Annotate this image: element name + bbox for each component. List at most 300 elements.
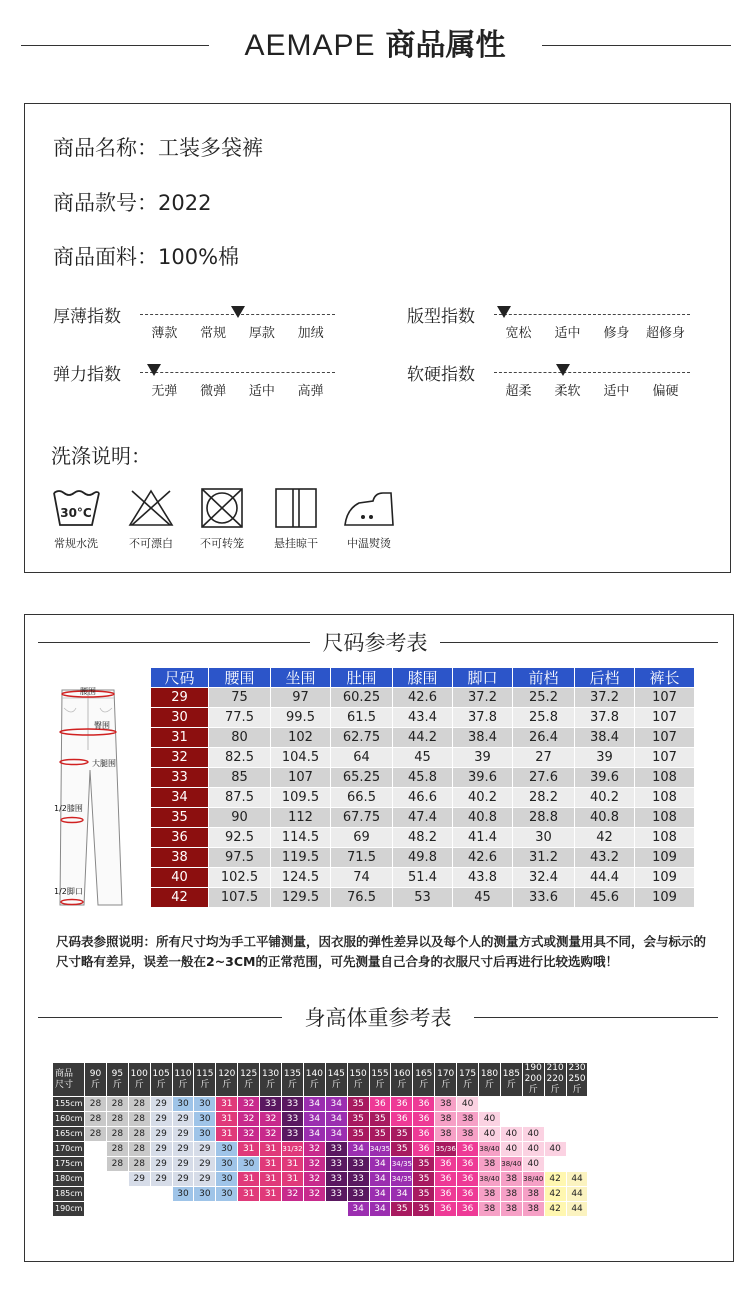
- scale-option: 超柔: [505, 384, 532, 399]
- hw-size-cell: 38: [500, 1202, 522, 1217]
- hw-size-cell: 28: [85, 1112, 107, 1127]
- hw-size-cell: 29: [150, 1127, 172, 1142]
- size-header-cell: 肚围: [331, 668, 393, 688]
- hw-size-cell: 34: [347, 1142, 369, 1157]
- size-chart-note: 尺码表参照说明：所有尺寸均为手工平铺测量，因衣服的弹性差异以及每个人的测量方式或测量用具不同，会与标示的尺寸略有差异，误差一般在2~3CM的正常范围，可先测量自己合身的衣服尺寸后再进行比较选购哦！: [56, 934, 707, 969]
- hw-size-cell: 34: [369, 1202, 391, 1217]
- product-name-label: 商品名称：: [53, 136, 158, 160]
- size-value-cell: 31.2: [513, 848, 575, 868]
- hw-size-cell: 29: [194, 1172, 216, 1187]
- hw-size-cell: [566, 1142, 588, 1157]
- hw-size-cell: 29: [128, 1172, 150, 1187]
- size-value-cell: 38.4: [575, 728, 635, 748]
- hw-height-cell: 180cm: [53, 1172, 85, 1187]
- hw-size-cell: 31: [238, 1172, 260, 1187]
- hw-size-cell: 29: [172, 1142, 194, 1157]
- hw-size-cell: 29: [194, 1142, 216, 1157]
- size-value-cell: 109: [635, 888, 695, 908]
- hw-size-cell: 33: [282, 1127, 304, 1142]
- wash-caption-no-bleach: 不可漂白: [129, 537, 173, 550]
- table-row: [151, 768, 695, 788]
- hw-size-cell: 32: [238, 1112, 260, 1127]
- size-value-cell: 28.2: [513, 788, 575, 808]
- hw-size-cell: 30: [238, 1157, 260, 1172]
- hw-size-cell: 35: [369, 1127, 391, 1142]
- wash-caption-no-tumble: 不可转笼: [200, 537, 244, 550]
- scale-option: 无弹: [151, 384, 178, 399]
- size-value-cell: 37.2: [453, 688, 513, 708]
- size-value-cell: 45.6: [575, 888, 635, 908]
- hw-size-cell: 33: [260, 1097, 282, 1112]
- scale-line: [494, 372, 690, 373]
- fit-index-label: 版型指数: [407, 307, 475, 327]
- product-style-row: [53, 189, 211, 217]
- table-row: [151, 888, 695, 908]
- hw-size-cell: 36: [457, 1142, 479, 1157]
- hw-size-cell: 28: [128, 1157, 150, 1172]
- hw-size-cell: [325, 1202, 347, 1217]
- hw-weight-header: 90 斤: [85, 1063, 107, 1097]
- scale-option: 厚款: [248, 326, 275, 341]
- hw-size-cell: 35/36: [435, 1142, 457, 1157]
- size-value-cell: 38.4: [453, 728, 513, 748]
- hw-size-cell: [500, 1097, 522, 1112]
- hw-size-cell: 38/40: [522, 1172, 544, 1187]
- hw-size-cell: 28: [106, 1127, 128, 1142]
- hw-size-cell: [128, 1202, 150, 1217]
- hw-size-cell: 34: [369, 1187, 391, 1202]
- hw-size-cell: [522, 1112, 544, 1127]
- hw-size-cell: 40: [500, 1127, 522, 1142]
- hw-size-cell: 33: [282, 1112, 304, 1127]
- hw-weight-header: 175 斤: [457, 1063, 479, 1097]
- hw-size-cell: 36: [369, 1097, 391, 1112]
- hw-size-cell: 38: [435, 1127, 457, 1142]
- hw-size-cell: 29: [150, 1097, 172, 1112]
- scale-option: 柔软: [554, 384, 581, 399]
- size-value-cell: 109: [635, 868, 695, 888]
- hw-size-cell: [544, 1127, 566, 1142]
- hw-size-cell: 36: [435, 1202, 457, 1217]
- hw-size-cell: [85, 1142, 107, 1157]
- hw-weight-header: 140 斤: [303, 1063, 325, 1097]
- size-value-cell: 71.5: [331, 848, 393, 868]
- hw-size-cell: 34: [303, 1127, 325, 1142]
- hw-size-cell: [479, 1097, 501, 1112]
- size-value-cell: 37.8: [575, 708, 635, 728]
- size-value-cell: 107: [635, 748, 695, 768]
- hw-size-cell: [544, 1097, 566, 1112]
- hw-height-cell: 170cm: [53, 1142, 85, 1157]
- hw-size-cell: 44: [566, 1172, 588, 1187]
- product-name-value: 工装多袋裤: [158, 136, 263, 160]
- size-value-cell: 42.6: [393, 688, 453, 708]
- size-label-cell: 38: [151, 848, 209, 868]
- hw-size-cell: [172, 1202, 194, 1217]
- hw-size-cell: 42: [544, 1187, 566, 1202]
- hw-size-cell: [194, 1202, 216, 1217]
- hw-size-cell: 36: [413, 1112, 435, 1127]
- hw-weight-header: 210 220斤: [544, 1063, 566, 1097]
- hw-size-cell: 38/40: [479, 1142, 501, 1157]
- wash-instructions-title: 洗涤说明：: [51, 444, 151, 468]
- wash-caption-iron: 中温熨烫: [347, 537, 391, 550]
- hw-size-cell: 32: [238, 1097, 260, 1112]
- hw-weight-header: 180 斤: [479, 1063, 501, 1097]
- iron-medium-icon: [341, 487, 397, 529]
- size-value-cell: 107: [635, 728, 695, 748]
- hw-size-cell: 38: [435, 1097, 457, 1112]
- product-fabric-label: 商品面料：: [53, 245, 158, 269]
- size-value-cell: 37.2: [575, 688, 635, 708]
- wash-item-no-tumble: [182, 487, 262, 551]
- hw-weight-header: 185 斤: [500, 1063, 522, 1097]
- hw-size-cell: 38: [457, 1127, 479, 1142]
- hw-size-cell: 31/32: [282, 1142, 304, 1157]
- hw-size-cell: 32: [238, 1127, 260, 1142]
- hw-height-cell: 165cm: [53, 1127, 85, 1142]
- size-value-cell: 119.5: [271, 848, 331, 868]
- hw-size-cell: 34: [369, 1157, 391, 1172]
- softness-index-label: 软硬指数: [407, 365, 475, 385]
- size-value-cell: 30: [513, 828, 575, 848]
- hw-size-cell: 34: [347, 1202, 369, 1217]
- table-row: [53, 1142, 588, 1157]
- size-chart-title: 尺码参考表: [310, 629, 440, 657]
- size-header-cell: 腰围: [209, 668, 271, 688]
- hw-size-cell: 40: [544, 1142, 566, 1157]
- size-value-cell: 25.2: [513, 688, 575, 708]
- hw-size-cell: 34/35: [391, 1157, 413, 1172]
- hw-size-cell: 31: [260, 1142, 282, 1157]
- hw-height-cell: 190cm: [53, 1202, 85, 1217]
- hw-size-cell: 38: [500, 1187, 522, 1202]
- hw-size-cell: [85, 1157, 107, 1172]
- pants-measurement-diagram: [52, 680, 132, 912]
- size-label-cell: 31: [151, 728, 209, 748]
- hw-size-cell: 30: [172, 1187, 194, 1202]
- brand-name: AEMAPE: [244, 29, 376, 62]
- wash-caption-hang-dry: 悬挂晾干: [274, 537, 318, 550]
- hw-size-cell: 36: [413, 1097, 435, 1112]
- hw-size-cell: 34: [325, 1127, 347, 1142]
- size-value-cell: 42.6: [453, 848, 513, 868]
- size-value-cell: 43.8: [453, 868, 513, 888]
- scale-option: 适中: [554, 326, 581, 341]
- size-value-cell: 46.6: [393, 788, 453, 808]
- diagram-label-hip: 臀围: [94, 721, 110, 730]
- scale-option: 常规: [200, 326, 227, 341]
- size-value-cell: 39: [575, 748, 635, 768]
- hw-size-cell: 36: [413, 1127, 435, 1142]
- hw-header-row: [53, 1063, 588, 1097]
- hw-size-cell: 38/40: [500, 1157, 522, 1172]
- hw-size-cell: [106, 1202, 128, 1217]
- table-row: [151, 748, 695, 768]
- size-value-cell: 39.6: [453, 768, 513, 788]
- hw-size-cell: [85, 1187, 107, 1202]
- hw-weight-header: 165 斤: [413, 1063, 435, 1097]
- table-row: [53, 1157, 588, 1172]
- hw-size-cell: 38: [435, 1112, 457, 1127]
- size-value-cell: 90: [209, 808, 271, 828]
- size-label-cell: 29: [151, 688, 209, 708]
- hw-size-cell: 34: [391, 1187, 413, 1202]
- hw-size-cell: 33: [347, 1157, 369, 1172]
- product-fabric-value: 100%棉: [158, 245, 240, 269]
- hw-size-cell: 31: [216, 1112, 238, 1127]
- size-value-cell: 40.2: [453, 788, 513, 808]
- hw-weight-header: 190 200斤: [522, 1063, 544, 1097]
- hw-size-cell: [260, 1202, 282, 1217]
- size-value-cell: 27: [513, 748, 575, 768]
- hw-size-cell: 40: [522, 1127, 544, 1142]
- size-value-cell: 33.6: [513, 888, 575, 908]
- size-value-cell: 61.5: [331, 708, 393, 728]
- hw-size-cell: 34: [325, 1112, 347, 1127]
- hw-weight-header: 135 斤: [282, 1063, 304, 1097]
- hw-size-cell: 32: [303, 1187, 325, 1202]
- hw-size-cell: [566, 1112, 588, 1127]
- hw-weight-header: 125 斤: [238, 1063, 260, 1097]
- size-value-cell: 28.8: [513, 808, 575, 828]
- size-value-cell: 47.4: [393, 808, 453, 828]
- size-value-cell: 82.5: [209, 748, 271, 768]
- size-value-cell: 75: [209, 688, 271, 708]
- hw-size-cell: [282, 1202, 304, 1217]
- size-value-cell: 107.5: [209, 888, 271, 908]
- hw-size-cell: 42: [544, 1172, 566, 1187]
- hw-size-cell: 33: [325, 1187, 347, 1202]
- hw-size-cell: [106, 1187, 128, 1202]
- wash-item-no-bleach: [111, 487, 191, 551]
- size-value-cell: 102.5: [209, 868, 271, 888]
- size-value-cell: 40.8: [575, 808, 635, 828]
- hw-size-cell: 29: [172, 1172, 194, 1187]
- size-value-cell: 108: [635, 808, 695, 828]
- size-label-cell: 33: [151, 768, 209, 788]
- hw-size-cell: 34: [303, 1112, 325, 1127]
- size-value-cell: 62.75: [331, 728, 393, 748]
- hw-size-cell: [566, 1157, 588, 1172]
- hw-size-cell: 44: [566, 1202, 588, 1217]
- size-value-cell: 44.4: [575, 868, 635, 888]
- size-value-cell: 40.2: [575, 788, 635, 808]
- size-header-cell: 坐围: [271, 668, 331, 688]
- hw-weight-header: 160 斤: [391, 1063, 413, 1097]
- product-style-value: 2022: [158, 191, 212, 215]
- hw-size-cell: 40: [479, 1112, 501, 1127]
- hw-size-cell: 35: [369, 1112, 391, 1127]
- size-value-cell: 45: [453, 888, 513, 908]
- wash-caption-normal: 常规水洗: [54, 537, 98, 550]
- hw-weight-header: 110 斤: [172, 1063, 194, 1097]
- hw-size-cell: 33: [325, 1142, 347, 1157]
- hw-weight-header: 115 斤: [194, 1063, 216, 1097]
- size-label-cell: 35: [151, 808, 209, 828]
- table-row: [53, 1187, 588, 1202]
- scale-line: [140, 372, 335, 373]
- hw-size-cell: 29: [194, 1157, 216, 1172]
- hw-size-cell: 32: [260, 1127, 282, 1142]
- hw-size-cell: [150, 1202, 172, 1217]
- size-value-cell: 43.2: [575, 848, 635, 868]
- hw-size-cell: 33: [325, 1172, 347, 1187]
- table-row: [53, 1127, 588, 1142]
- size-value-cell: 80: [209, 728, 271, 748]
- hw-size-cell: 36: [457, 1172, 479, 1187]
- hw-size-cell: [303, 1202, 325, 1217]
- scale-line: [494, 314, 690, 315]
- hw-size-cell: 28: [106, 1157, 128, 1172]
- hw-weight-header: 130 斤: [260, 1063, 282, 1097]
- hw-size-cell: [500, 1112, 522, 1127]
- scale-option: 宽松: [505, 326, 532, 341]
- hw-size-cell: 29: [150, 1112, 172, 1127]
- hw-size-cell: 28: [128, 1097, 150, 1112]
- size-value-cell: 97: [271, 688, 331, 708]
- hw-size-cell: 35: [413, 1172, 435, 1187]
- size-value-cell: 43.4: [393, 708, 453, 728]
- table-row: [151, 808, 695, 828]
- hw-size-cell: 38: [522, 1202, 544, 1217]
- hw-size-cell: [85, 1172, 107, 1187]
- scale-option: 微弹: [200, 384, 227, 399]
- table-row: [151, 848, 695, 868]
- table-row: [151, 868, 695, 888]
- size-chart-table: [150, 667, 695, 908]
- page-title: [0, 28, 750, 64]
- hw-size-cell: [566, 1097, 588, 1112]
- hw-size-cell: 31: [260, 1172, 282, 1187]
- table-row: [151, 728, 695, 748]
- diagram-label-thigh: 大腿围: [92, 759, 116, 768]
- hw-height-cell: 185cm: [53, 1187, 85, 1202]
- hw-size-cell: 33: [325, 1157, 347, 1172]
- hw-size-cell: 31: [238, 1142, 260, 1157]
- washtub-30-icon: [51, 487, 101, 529]
- size-value-cell: 64: [331, 748, 393, 768]
- hw-corner-cell: 商品 尺寸: [53, 1063, 85, 1097]
- hw-size-cell: 36: [457, 1157, 479, 1172]
- size-value-cell: 109.5: [271, 788, 331, 808]
- hw-weight-header: 95 斤: [106, 1063, 128, 1097]
- hw-size-cell: 38: [522, 1187, 544, 1202]
- scale-option: 超修身: [645, 326, 686, 341]
- size-value-cell: 45: [393, 748, 453, 768]
- hw-size-cell: 38: [479, 1187, 501, 1202]
- size-value-cell: 45.8: [393, 768, 453, 788]
- hw-size-cell: [544, 1112, 566, 1127]
- hw-size-cell: 31: [216, 1097, 238, 1112]
- fit-index-scale: [494, 306, 690, 346]
- size-label-cell: 32: [151, 748, 209, 768]
- hw-size-cell: [85, 1202, 107, 1217]
- hw-size-cell: 36: [435, 1157, 457, 1172]
- hw-size-cell: 38: [500, 1172, 522, 1187]
- hw-size-cell: 34/35: [391, 1172, 413, 1187]
- elasticity-index-scale: [140, 364, 335, 404]
- diagram-label-hem: 1/2脚口: [54, 887, 83, 896]
- size-value-cell: 41.4: [453, 828, 513, 848]
- size-value-cell: 114.5: [271, 828, 331, 848]
- size-value-cell: 66.5: [331, 788, 393, 808]
- product-style-label: 商品款号：: [53, 191, 158, 215]
- hw-size-cell: 28: [128, 1112, 150, 1127]
- hw-size-cell: 30: [194, 1112, 216, 1127]
- hw-size-cell: [238, 1202, 260, 1217]
- thickness-index-label: 厚薄指数: [53, 307, 121, 327]
- size-value-cell: 76.5: [331, 888, 393, 908]
- size-value-cell: 39: [453, 748, 513, 768]
- table-row: [53, 1112, 588, 1127]
- hw-size-cell: 28: [85, 1097, 107, 1112]
- hw-size-cell: 28: [106, 1112, 128, 1127]
- size-value-cell: 60.25: [331, 688, 393, 708]
- table-row: [151, 828, 695, 848]
- wash-item-hang-dry: [256, 487, 336, 551]
- hw-size-cell: [106, 1172, 128, 1187]
- hw-size-cell: 32: [303, 1172, 325, 1187]
- hw-size-cell: 28: [128, 1127, 150, 1142]
- hw-size-cell: 35: [413, 1157, 435, 1172]
- hw-size-cell: [216, 1202, 238, 1217]
- hw-size-cell: 40: [522, 1157, 544, 1172]
- size-value-cell: 102: [271, 728, 331, 748]
- size-value-cell: 104.5: [271, 748, 331, 768]
- size-value-cell: 67.75: [331, 808, 393, 828]
- hw-size-cell: 38: [457, 1112, 479, 1127]
- size-header-cell: 脚口: [453, 668, 513, 688]
- hw-size-cell: 31: [260, 1157, 282, 1172]
- hw-size-cell: 29: [150, 1172, 172, 1187]
- hw-size-cell: 28: [128, 1142, 150, 1157]
- hw-size-cell: 38: [479, 1157, 501, 1172]
- size-value-cell: 74: [331, 868, 393, 888]
- hw-size-cell: 42: [544, 1202, 566, 1217]
- size-value-cell: 129.5: [271, 888, 331, 908]
- hw-size-cell: 30: [216, 1157, 238, 1172]
- table-row: [151, 708, 695, 728]
- hang-dry-icon: [271, 487, 321, 529]
- diagram-label-knee: 1/2膝围: [54, 804, 83, 813]
- hw-size-cell: 34: [303, 1097, 325, 1112]
- page-header: [0, 24, 750, 68]
- size-value-cell: 92.5: [209, 828, 271, 848]
- hw-weight-header: 155 斤: [369, 1063, 391, 1097]
- hw-weight-header: 105 斤: [150, 1063, 172, 1097]
- hw-size-cell: 31: [282, 1172, 304, 1187]
- hw-size-cell: 36: [435, 1187, 457, 1202]
- hw-size-cell: 34/35: [369, 1142, 391, 1157]
- size-value-cell: 42: [575, 828, 635, 848]
- hw-size-cell: 30: [172, 1097, 194, 1112]
- size-header-cell: 尺码: [151, 668, 209, 688]
- wash-item-iron: [329, 487, 409, 551]
- section-title-attributes: 商品属性: [385, 28, 506, 63]
- hw-size-cell: 31: [238, 1187, 260, 1202]
- size-value-cell: 107: [635, 688, 695, 708]
- hw-weight-header: 230 250斤: [566, 1063, 588, 1097]
- hw-size-cell: 35: [391, 1202, 413, 1217]
- size-label-cell: 42: [151, 888, 209, 908]
- scale-marker: [231, 306, 245, 318]
- size-value-cell: 108: [635, 788, 695, 808]
- size-header-cell: 裤长: [635, 668, 695, 688]
- hw-size-cell: 30: [216, 1172, 238, 1187]
- scale-option: 适中: [248, 384, 275, 399]
- hw-height-cell: 155cm: [53, 1097, 85, 1112]
